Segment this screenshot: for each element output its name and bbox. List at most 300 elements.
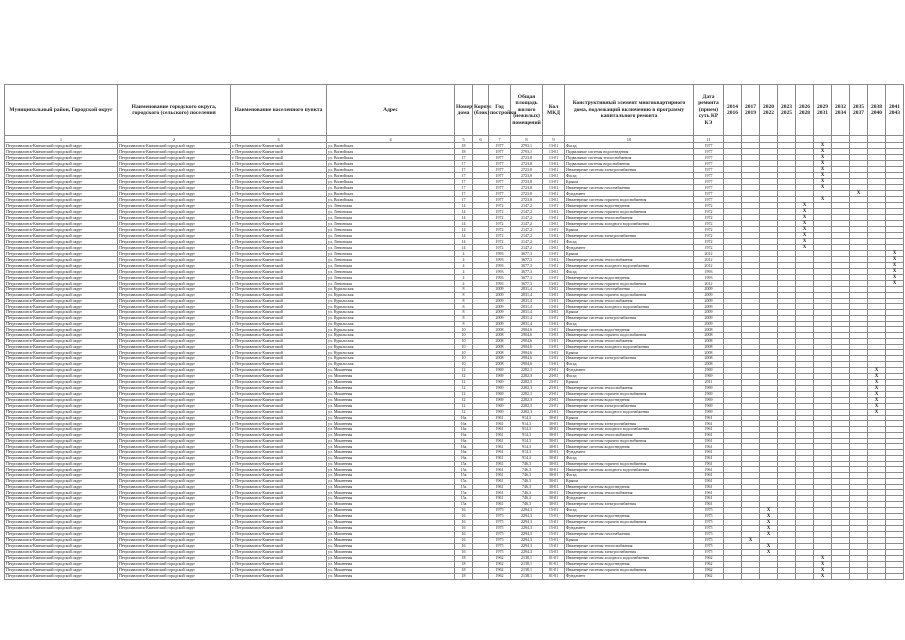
table-cell: 10	[455, 327, 473, 333]
table-cell: 1972	[694, 227, 724, 233]
table-cell: ул. Мишенная	[327, 450, 455, 456]
table-cell: 30-01	[543, 461, 565, 467]
table-cell: 746,3	[511, 473, 543, 479]
table-cell: Петропавловск-Камчатский городской округ	[118, 143, 231, 149]
table-cell: г. Петропавловск-Камчатский	[231, 310, 327, 316]
table-cell: ул. Ленинская	[327, 227, 455, 233]
table-cell: Петропавловск-Камчатский городской округ	[5, 427, 118, 433]
table-cell: Петропавловск-Камчатский городской округ	[118, 444, 231, 450]
table-cell: г. Петропавловск-Камчатский	[231, 415, 327, 421]
table-cell: Петропавловск-Камчатский городской округ	[118, 367, 231, 373]
table-cell: г. Петропавловск-Камчатский	[231, 450, 327, 456]
table-cell: X	[868, 403, 886, 409]
table-cell: X	[796, 209, 814, 215]
table-cell: X	[796, 233, 814, 239]
column-header: Общая площадь жилого (нежилых) помещений	[511, 85, 543, 136]
table-cell: Петропавловск-Камчатский городской округ	[5, 215, 118, 221]
table-cell: ул. Вилюйская	[327, 155, 455, 161]
table-cell: 1977	[694, 185, 724, 191]
table-cell: 1969	[489, 373, 511, 379]
table-cell: г. Петропавловск-Камчатский	[231, 567, 327, 573]
table-cell: 2294,3	[511, 543, 543, 549]
table-cell: 1961	[489, 473, 511, 479]
table-cell: ул. Ленинская	[327, 239, 455, 245]
table-cell: 2723,8	[511, 173, 543, 179]
table-cell: Крыша	[565, 478, 694, 484]
table-cell: ул. Мишенная	[327, 478, 455, 484]
column-number: 1	[5, 136, 118, 143]
table-cell: г. Петропавловск-Камчатский	[231, 513, 327, 519]
column-header: Номер дома	[455, 85, 473, 136]
table-cell: Крыша	[565, 310, 694, 316]
table-cell: X	[868, 391, 886, 397]
table-cell: 1975	[694, 543, 724, 549]
table-cell: г. Петропавловск-Камчатский	[231, 251, 327, 257]
table-cell: г. Петропавловск-Камчатский	[231, 245, 327, 251]
table-cell: г. Петропавловск-Камчатский	[231, 473, 327, 479]
table-cell: г. Петропавловск-Камчатский	[231, 397, 327, 403]
column-header: 2032 2034	[832, 85, 850, 136]
table-cell: Инженерные системы горячего водоснабжения	[565, 567, 694, 573]
table-cell: г. Петропавловск-Камчатский	[231, 537, 327, 543]
column-number: 8	[511, 136, 543, 143]
table-cell: 2009	[694, 298, 724, 304]
table-cell: 10	[455, 333, 473, 339]
table-cell: Петропавловск-Камчатский городской округ	[118, 275, 231, 281]
table-cell: Петропавловск-Камчатский городской округ	[5, 519, 118, 525]
table-cell: Петропавловск-Камчатский городской округ	[118, 391, 231, 397]
table-cell: X	[760, 543, 778, 549]
table-cell: 15-01	[543, 543, 565, 549]
column-header: 2029 2031	[814, 85, 832, 136]
table-cell: 15-01	[543, 537, 565, 543]
table-cell: ул. Мишенная	[327, 444, 455, 450]
table-cell: 2008	[694, 350, 724, 356]
table-cell: ул. Ленинская	[327, 215, 455, 221]
table-cell: X	[814, 179, 832, 185]
table-cell: 1977	[489, 161, 511, 167]
table-cell: Петропавловск-Камчатский городской округ	[118, 567, 231, 573]
table-cell: 914,3	[511, 450, 543, 456]
table-cell: 23-01	[543, 367, 565, 373]
table-cell: 13-01	[543, 221, 565, 227]
table-cell: Петропавловск-Камчатский городской округ	[118, 167, 231, 173]
column-number	[742, 136, 760, 143]
table-cell: ул. Мишенная	[327, 455, 455, 461]
table-cell	[832, 573, 850, 579]
table-cell: ул. Мишенная	[327, 473, 455, 479]
column-header: 2023 2025	[778, 85, 796, 136]
table-cell: X	[886, 275, 904, 281]
table-cell: Петропавловск-Камчатский городской округ	[118, 421, 231, 427]
table-cell: г. Петропавловск-Камчатский	[231, 561, 327, 567]
table-cell: ул. Мишенная	[327, 367, 455, 373]
table-cell: 1972	[489, 233, 511, 239]
table-cell: г. Петропавловск-Камчатский	[231, 427, 327, 433]
table-cell: Фасад	[565, 269, 694, 275]
table-cell	[850, 573, 868, 579]
table-cell: X	[814, 149, 832, 155]
table-cell: 1961	[489, 450, 511, 456]
table-cell: 2009	[694, 292, 724, 298]
table-cell: 14	[455, 233, 473, 239]
table-cell: г. Петропавловск-Камчатский	[231, 257, 327, 263]
table-cell: ул. Курильская	[327, 338, 455, 344]
table-cell: X	[814, 185, 832, 191]
table-cell: 30-01	[543, 455, 565, 461]
table-cell: 2904,6	[511, 333, 543, 339]
table-cell: 1993	[489, 263, 511, 269]
table-cell: 1961	[694, 467, 724, 473]
table-cell: 1975	[489, 537, 511, 543]
table-cell: Фундамент	[565, 245, 694, 251]
table-cell: Петропавловск-Камчатский городской округ	[118, 496, 231, 502]
column-header: Наименование населенного пункта	[231, 85, 327, 136]
table-cell: 2723,8	[511, 197, 543, 203]
table-cell: 2138,1	[511, 567, 543, 573]
table-cell: X	[868, 367, 886, 373]
table-cell: X	[868, 379, 886, 385]
table-cell: 1961	[694, 473, 724, 479]
table-cell: 1977	[489, 179, 511, 185]
table-cell: Петропавловск-Камчатский городской округ	[5, 315, 118, 321]
table-cell: X	[814, 561, 832, 567]
table-cell: 8	[455, 310, 473, 316]
table-cell: Петропавловск-Камчатский городской округ	[118, 245, 231, 251]
table-cell: г. Петропавловск-Камчатский	[231, 543, 327, 549]
table-cell: Подвальные системы теплоснабжения	[565, 155, 694, 161]
table-cell: 14	[455, 203, 473, 209]
table-cell: Петропавловск-Камчатский городской округ	[5, 391, 118, 397]
table-cell: 2009	[489, 304, 511, 310]
table-cell: ул. Мишенная	[327, 525, 455, 531]
table-cell: X	[868, 385, 886, 391]
table-cell: Подвальные системы водоснабжения	[565, 161, 694, 167]
table-cell: 1977	[489, 185, 511, 191]
table-cell: X	[760, 513, 778, 519]
table-cell: 1961	[694, 490, 724, 496]
table-cell: 13-01	[543, 227, 565, 233]
table-cell: 2138,1	[511, 573, 543, 579]
table-cell: 1972	[694, 233, 724, 239]
table-cell: Фундамент	[565, 450, 694, 456]
column-header: 2035 2037	[850, 85, 868, 136]
table-cell: Фундамент	[565, 496, 694, 502]
table-cell: Петропавловск-Камчатский городской округ	[5, 251, 118, 257]
table-cell: Инженерные системы горячего водоснабжения	[565, 391, 694, 397]
table-cell: 4	[455, 269, 473, 275]
table-cell: Петропавловск-Камчатский городской округ	[118, 543, 231, 549]
table-cell: Петропавловск-Камчатский городской округ	[5, 344, 118, 350]
register-table	[4, 84, 904, 580]
table-cell: Фасад	[565, 143, 694, 149]
table-cell: Петропавловск-Камчатский городской округ	[5, 310, 118, 316]
table-cell: 3677,3	[511, 251, 543, 257]
table-cell: 1961	[489, 455, 511, 461]
table-cell: 3677,3	[511, 257, 543, 263]
table-cell: 1961	[489, 484, 511, 490]
table-cell: 16а	[455, 455, 473, 461]
table-cell: Петропавловск-Камчатский городской округ	[118, 263, 231, 269]
table-cell: Петропавловск-Камчатский городской округ	[118, 403, 231, 409]
table-cell: 2282,3	[511, 409, 543, 415]
table-cell: ул. Курильская	[327, 356, 455, 362]
table-cell: г. Петропавловск-Камчатский	[231, 373, 327, 379]
table-cell	[760, 573, 778, 579]
column-number: 7	[489, 136, 511, 143]
table-cell: г. Петропавловск-Камчатский	[231, 490, 327, 496]
column-header: 2026 2028	[796, 85, 814, 136]
table-cell: ул. Мишенная	[327, 461, 455, 467]
table-cell: г. Петропавловск-Камчатский	[231, 155, 327, 161]
table-cell: 13-01	[543, 161, 565, 167]
table-cell: 15а	[455, 490, 473, 496]
table-cell: 1961	[489, 415, 511, 421]
table-cell: г. Петропавловск-Камчатский	[231, 467, 327, 473]
table-cell: Инженерные системы теплоснабжения	[565, 543, 694, 549]
table-cell: 30-01	[543, 490, 565, 496]
table-cell: 1969	[694, 403, 724, 409]
table-cell: 18	[455, 567, 473, 573]
table-cell: ул. Мишенная	[327, 379, 455, 385]
table-cell: 1975	[694, 513, 724, 519]
table-cell: Петропавловск-Камчатский городской округ	[5, 415, 118, 421]
table-cell: X	[850, 191, 868, 197]
table-cell: ул. Мишенная	[327, 537, 455, 543]
table-cell: Петропавловск-Камчатский городской округ	[118, 191, 231, 197]
table-cell: Петропавловск-Камчатский городской округ	[118, 287, 231, 293]
table-cell: Петропавловск-Камчатский городской округ	[118, 161, 231, 167]
table-cell: ул. Мишенная	[327, 567, 455, 573]
table-cell: Фундамент	[565, 573, 694, 579]
column-number	[868, 136, 886, 143]
table-cell: 30-01	[543, 473, 565, 479]
table-cell: ул. Вилюйская	[327, 167, 455, 173]
table-cell: Петропавловск-Камчатский городской округ	[118, 484, 231, 490]
table-cell: 1975	[489, 519, 511, 525]
table-cell: г. Петропавловск-Камчатский	[231, 167, 327, 173]
table-cell: г. Петропавловск-Камчатский	[231, 338, 327, 344]
table-cell: г. Петропавловск-Камчатский	[231, 519, 327, 525]
table-cell: 1961	[694, 427, 724, 433]
table-cell: 3677,3	[511, 281, 543, 287]
table-cell: X	[760, 549, 778, 555]
table-cell: Петропавловск-Камчатский городской округ	[5, 496, 118, 502]
table-cell: ул. Вилюйская	[327, 149, 455, 155]
table-cell: Петропавловск-Камчатский городской округ	[118, 304, 231, 310]
table-cell: 13-01	[543, 338, 565, 344]
table-cell: 2009	[489, 287, 511, 293]
table-cell: Инженерные системы горячего водоснабжения	[565, 333, 694, 339]
table-cell: 13-01	[543, 209, 565, 215]
table-cell: Петропавловск-Камчатский городской округ	[5, 573, 118, 579]
table-cell: 1972	[694, 209, 724, 215]
table-cell: г. Петропавловск-Камчатский	[231, 298, 327, 304]
table-body	[5, 143, 904, 580]
table-cell: Петропавловск-Камчатский городской округ	[118, 344, 231, 350]
table-cell: 10	[455, 350, 473, 356]
table-cell: 1975	[489, 549, 511, 555]
table-cell: 1975	[694, 537, 724, 543]
table-cell: 13-01	[543, 321, 565, 327]
table-cell: ул. Мишенная	[327, 501, 455, 507]
table-cell: 15а	[455, 461, 473, 467]
table-cell: 746,3	[511, 484, 543, 490]
table-cell: 2147,2	[511, 227, 543, 233]
table-cell: X	[742, 537, 760, 543]
table-cell: 30-01	[543, 427, 565, 433]
table-cell: Инженерные системы холодного водоснабжения	[565, 344, 694, 350]
table-cell: Петропавловск-Камчатский городской округ	[118, 209, 231, 215]
table-cell: 13-01	[543, 233, 565, 239]
table-cell: 1993	[489, 251, 511, 257]
table-cell: 1961	[694, 461, 724, 467]
table-cell	[742, 573, 760, 579]
column-number: 10	[565, 136, 694, 143]
table-cell: г. Петропавловск-Камчатский	[231, 501, 327, 507]
table-cell: ул. Вилюйская	[327, 143, 455, 149]
table-cell: 1977	[694, 191, 724, 197]
table-cell: 2009	[489, 310, 511, 316]
column-number: 11	[694, 136, 724, 143]
table-cell: 1975	[489, 543, 511, 549]
table-cell: 14	[455, 209, 473, 215]
table-cell: Петропавловск-Камчатский городской округ	[118, 221, 231, 227]
table-cell: 13-01	[543, 333, 565, 339]
table-cell: Инженерные системы водоотведения	[565, 327, 694, 333]
table-cell: 2138,1	[511, 555, 543, 561]
table-cell: г. Петропавловск-Камчатский	[231, 321, 327, 327]
table-cell: 1972	[489, 203, 511, 209]
table-cell: 2904,6	[511, 327, 543, 333]
table-cell: ул. Вилюйская	[327, 191, 455, 197]
table-cell: Инженерные системы водоотведения	[565, 561, 694, 567]
table-cell: 914,3	[511, 421, 543, 427]
table-cell: 2294,3	[511, 531, 543, 537]
table-cell: ул. Курильская	[327, 344, 455, 350]
table-cell: 2793,1	[511, 149, 543, 155]
table-cell: Петропавловск-Камчатский городской округ	[118, 450, 231, 456]
table-cell: 1969	[694, 373, 724, 379]
table-cell: 2793,1	[511, 143, 543, 149]
table-cell: 1961	[694, 496, 724, 502]
table-cell: Инженерные системы горячего водоснабжения	[565, 209, 694, 215]
table-cell: Петропавловск-Камчатский городской округ	[5, 203, 118, 209]
table-cell: 1977	[489, 197, 511, 203]
table-cell: 914,3	[511, 455, 543, 461]
table-cell: Инженерные системы теплоснабжения	[565, 298, 694, 304]
table-cell: Петропавловск-Камчатский городской округ	[118, 561, 231, 567]
table-cell: 1969	[489, 409, 511, 415]
table-cell: 2009	[694, 315, 724, 321]
table-cell: 16а	[455, 444, 473, 450]
table-cell: 2147,2	[511, 209, 543, 215]
table-cell: 2008	[694, 361, 724, 367]
table-cell: Инженерные системы водоотведения	[565, 484, 694, 490]
table-cell: ул. Вилюйская	[327, 197, 455, 203]
table-cell: Петропавловск-Камчатский городской округ	[5, 473, 118, 479]
table-cell: 1961	[489, 467, 511, 473]
table-cell: 10	[455, 338, 473, 344]
table-cell: 15а	[455, 478, 473, 484]
table-cell: 1993	[489, 257, 511, 263]
table-cell	[473, 573, 489, 579]
table-cell: Фасад	[565, 455, 694, 461]
table-cell: 1977	[694, 149, 724, 155]
table-cell: 16	[455, 543, 473, 549]
table-cell: г. Петропавловск-Камчатский	[231, 149, 327, 155]
table-cell: г. Петропавловск-Камчатский	[231, 275, 327, 281]
table-cell: Петропавловск-Камчатский городской округ	[5, 356, 118, 362]
table-cell: Петропавловск-Камчатский городской округ	[118, 461, 231, 467]
table-cell: 3677,3	[511, 263, 543, 269]
table-cell: г. Петропавловск-Камчатский	[231, 385, 327, 391]
table-cell: Петропавловск-Камчатский городской округ	[5, 179, 118, 185]
table-cell: 746,3	[511, 467, 543, 473]
table-cell: 16	[455, 519, 473, 525]
table-cell: 2282,3	[511, 385, 543, 391]
table-cell: г. Петропавловск-Камчатский	[231, 344, 327, 350]
table-cell: 13-01	[543, 173, 565, 179]
table-cell: Инженерные системы водоотведения	[565, 397, 694, 403]
table-cell: г. Петропавловск-Камчатский	[231, 292, 327, 298]
table-cell: ул. Мишенная	[327, 427, 455, 433]
table-cell: Петропавловск-Камчатский городской округ	[5, 361, 118, 367]
table-cell: Крыша	[565, 251, 694, 257]
table-cell: 2008	[489, 361, 511, 367]
table-cell: 2904,6	[511, 338, 543, 344]
table-cell: г. Петропавловск-Камчатский	[231, 143, 327, 149]
column-header: Кол МКД	[543, 85, 565, 136]
table-cell: 16	[455, 525, 473, 531]
table-cell: г. Петропавловск-Камчатский	[231, 209, 327, 215]
table-cell: г. Петропавловск-Камчатский	[231, 455, 327, 461]
table-cell: Инженерные системы водоотведения	[565, 275, 694, 281]
table-cell: 12	[455, 385, 473, 391]
column-header: 2014 2016	[724, 85, 742, 136]
table-cell: 30-01	[543, 438, 565, 444]
table-cell: 2147,2	[511, 203, 543, 209]
column-number	[760, 136, 778, 143]
table-cell: Петропавловск-Камчатский городской округ	[118, 251, 231, 257]
table-cell: Петропавловск-Камчатский городской округ	[5, 461, 118, 467]
table-cell: ул. Мишенная	[327, 519, 455, 525]
table-cell: 1993	[489, 281, 511, 287]
table-cell: 2009	[694, 287, 724, 293]
table-cell: 13-01	[543, 143, 565, 149]
table-cell: 13-01	[543, 185, 565, 191]
table-cell: Петропавловск-Камчатский городской округ	[118, 379, 231, 385]
table-cell: г. Петропавловск-Камчатский	[231, 555, 327, 561]
table-cell: г. Петропавловск-Камчатский	[231, 215, 327, 221]
column-number: 2	[118, 136, 231, 143]
table-cell: Петропавловск-Камчатский городской округ	[5, 257, 118, 263]
table-cell: 12	[455, 391, 473, 397]
table-cell: г. Петропавловск-Камчатский	[231, 367, 327, 373]
table-cell: 01-01	[543, 567, 565, 573]
table-cell: Петропавловск-Камчатский городской округ	[5, 467, 118, 473]
table-cell: 13-01	[543, 356, 565, 362]
table-cell: 12	[455, 379, 473, 385]
table-cell: Петропавловск-Камчатский городской округ	[118, 432, 231, 438]
table-cell: 1975	[694, 507, 724, 513]
table-cell: г. Петропавловск-Камчатский	[231, 525, 327, 531]
table-cell: 2282,3	[511, 367, 543, 373]
table-cell: 3677,3	[511, 269, 543, 275]
table-cell: Фасад	[565, 507, 694, 513]
table-cell: ул. Мишенная	[327, 421, 455, 427]
table-cell: г. Петропавловск-Камчатский	[231, 333, 327, 339]
